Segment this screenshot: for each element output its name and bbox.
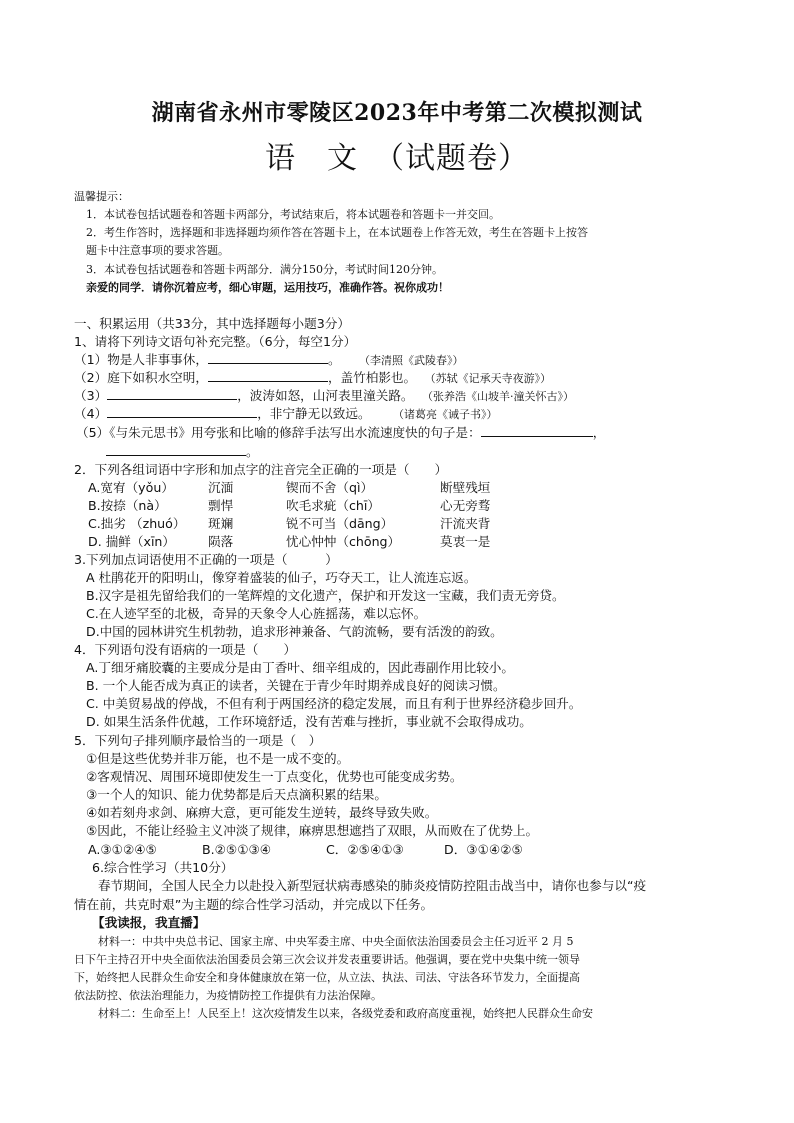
q4-option: B. 一个人能否成为真正的读者，关键在于青少年时期养成良好的阅读习惯。 [86,678,506,693]
q1-line-2: （2）庭下如积水空明， ，盖竹柏影也。 （苏轼《记承天寺夜游》） [74,370,552,385]
q2-option-d-word4: 莫衷一是 [440,534,491,549]
q6-intro: 春节期间，全国人民全力以赴投入新型冠状病毒感染的肺炎疫情防控阻击战当中，请你也参与以“疫 [98,878,647,893]
tips-wish: 亲爱的同学．请你沉着应考，细心审题，运用技巧，准确作答。祝你成功！ [86,281,449,294]
q5-sentence: ③一个人的知识、能力优势都是后天点滴积累的结果。 [86,787,387,802]
q2-option-b-word1: B.按捺（nà） [88,498,167,513]
q6-task-heading: 【我读报，我直播】 [92,915,206,930]
section-heading: 一、积累运用（共33分，其中选择题每小题3分） [74,316,350,331]
q2-option-c-word1: C.拙劣 （zhuó） [88,516,186,531]
q3-option: A 杜鹃花开的阳明山，像穿着盛装的仙子，巧夺天工，让人流连忘返。 [86,570,477,585]
q1-line-1: （1）物是人非事事休， 。 （李清照《武陵春》） [74,352,464,367]
q1-line-3: （3） ，波涛如怒，山河表里潼关路。 （张养浩《山坡羊·潼关怀古》） [74,388,575,403]
q6-material-1: 依法防控、依法治理能力，为疫情防控工作提供有力法治保障。 [74,989,382,1002]
q3-option: D.中国的园林讲究生机勃勃，追求形神兼备、气韵流畅，要有活泼的韵致。 [86,624,503,639]
q2-option-d-word2: 陨落 [208,534,234,549]
q2-option-b-word2: 剽悍 [208,498,234,513]
q5-sentence: ④如若刻舟求剑、麻痹大意，更可能发生逆转，最终导致失败。 [86,805,438,820]
q5-choice-a: A.③①②④⑤ [88,842,157,857]
question-4-stem: 4．下列语句没有语病的一项是（ ） [74,642,297,657]
tip-item: 2．考生作答时，选择题和非选择题均须作答在答题卡上，在本试题卷上作答无效，考生在答题卡上按答 [86,226,588,239]
q5-choice-d: D．③①④②⑤ [444,842,523,857]
q5-choice-b: B.②⑤①③④ [202,842,272,857]
q2-option-c-word2: 斑斓 [208,516,234,531]
q2-option-a-word4: 断壁残垣 [440,480,491,495]
q6-intro: 情在前，共克时艰”为主题的综合性学习活动，并完成以下任务。 [74,897,434,912]
q6-material-2: 材料二：生命至上！人民至上！这次疫情发生以来，各级党委和政府高度重视，始终把人民群众生命安 [98,1007,593,1020]
q5-choice-c: C．②⑤④①③ [326,842,404,857]
q5-sentence: ①但是这些优势并非万能，也不是一成不变的。 [86,751,350,766]
question-1-stem: 1、请将下列诗文语句补充完整。（6分，每空1分） [74,334,357,349]
q1-line-4: （4） ，非宁静无以致远。 （诸葛亮《诫子书》） [74,406,498,421]
q4-option: D. 如果生活条件优越，工作环境舒适，没有苦难与挫折，事业就不会取得成功。 [86,714,532,729]
q1-line-5: （5）《与朱元思书》用夸张和比喻的修辞手法写出水流速度快的句子是： ， [76,425,606,440]
q1-line-6: 。 [106,443,259,460]
q6-material-1: 日下午主持召开中央全面依法治国委员会第三次会议并发表重要讲话。他强调，要在党中央集中统一领导 [74,953,580,966]
exam-title: 湖南省永州市零陵区2023年中考第二次模拟测试 [151,100,643,126]
question-6-stem: 6.综合性学习（共10分） [92,860,234,875]
exam-subtitle: 语 文 （试题卷） [265,141,529,176]
question-5-stem: 5．下列句子排列顺序最恰当的一项是（ ） [74,733,322,748]
q3-option: B.汉字是祖先留给我们的一笔辉煌的文化遗产，保护和开发这一宝藏，我们责无旁贷。 [86,588,565,603]
tips-heading: 温馨提示： [74,190,129,203]
question-2-stem: 2．下列各组词语中字形和加点字的注音完全正确的一项是（ ） [74,462,448,477]
q2-option-a-word3: 锲而不舍（qì） [286,480,374,495]
q2-option-d-word3: 忧心忡忡（chōng） [286,534,401,549]
q4-option: C. 中美贸易战的停战，不但有利于两国经济的稳定发展，而且有利于世界经济稳步回升。 [86,696,582,711]
q6-material-1: 下，始终把人民群众生命安全和身体健康放在第一位，从立法、执法、司法、守法各环节发力，全面提高 [74,971,580,984]
q6-material-1: 材料一：中共中央总书记、国家主席、中央军委主席、中央全面依法治国委员会主任习近平 2 月 5 [98,935,574,948]
tip-item: 3．本试卷包括试题卷和答题卡两部分．满分150分，考试时间120分钟。 [86,263,443,276]
q3-option: C.在人迹罕至的北极，奇异的天象令人心旌摇荡，难以忘怀。 [86,606,427,621]
q2-option-b-word3: 吹毛求疵（chī） [286,498,380,513]
q2-option-a-word2: 沉湎 [208,480,234,495]
q5-sentence: ②客观情况、周围环境即使发生一丁点变化，优势也可能变成劣势。 [86,769,463,784]
q2-option-c-word3: 锐不可当（dāng） [286,516,394,531]
q5-sentence: ⑤因此，不能让经验主义冲淡了规律，麻痹思想遮挡了双眼，从而败在了优势上。 [86,823,539,838]
tip-item: 1．本试卷包括试题卷和答题卡两部分，考试结束后，将本试题卷和答题卡一并交回。 [86,208,500,221]
q2-option-b-word4: 心无旁骛 [440,498,491,513]
question-3-stem: 3.下列加点词语使用不正确的一项是（ ） [74,552,338,567]
q4-option: A.丁细牙痛胶囊的主要成分是由丁香叶、细辛组成的，因此毒副作用比较小。 [86,660,514,675]
q2-option-d-word1: D. 揣鲜（xīn） [88,534,176,549]
tip-item: 题卡中注意事项的要求答题。 [86,244,229,257]
q2-option-c-word4: 汗流夹背 [440,516,491,531]
q2-option-a-word1: A.宽宥（yǒu） [88,480,174,495]
